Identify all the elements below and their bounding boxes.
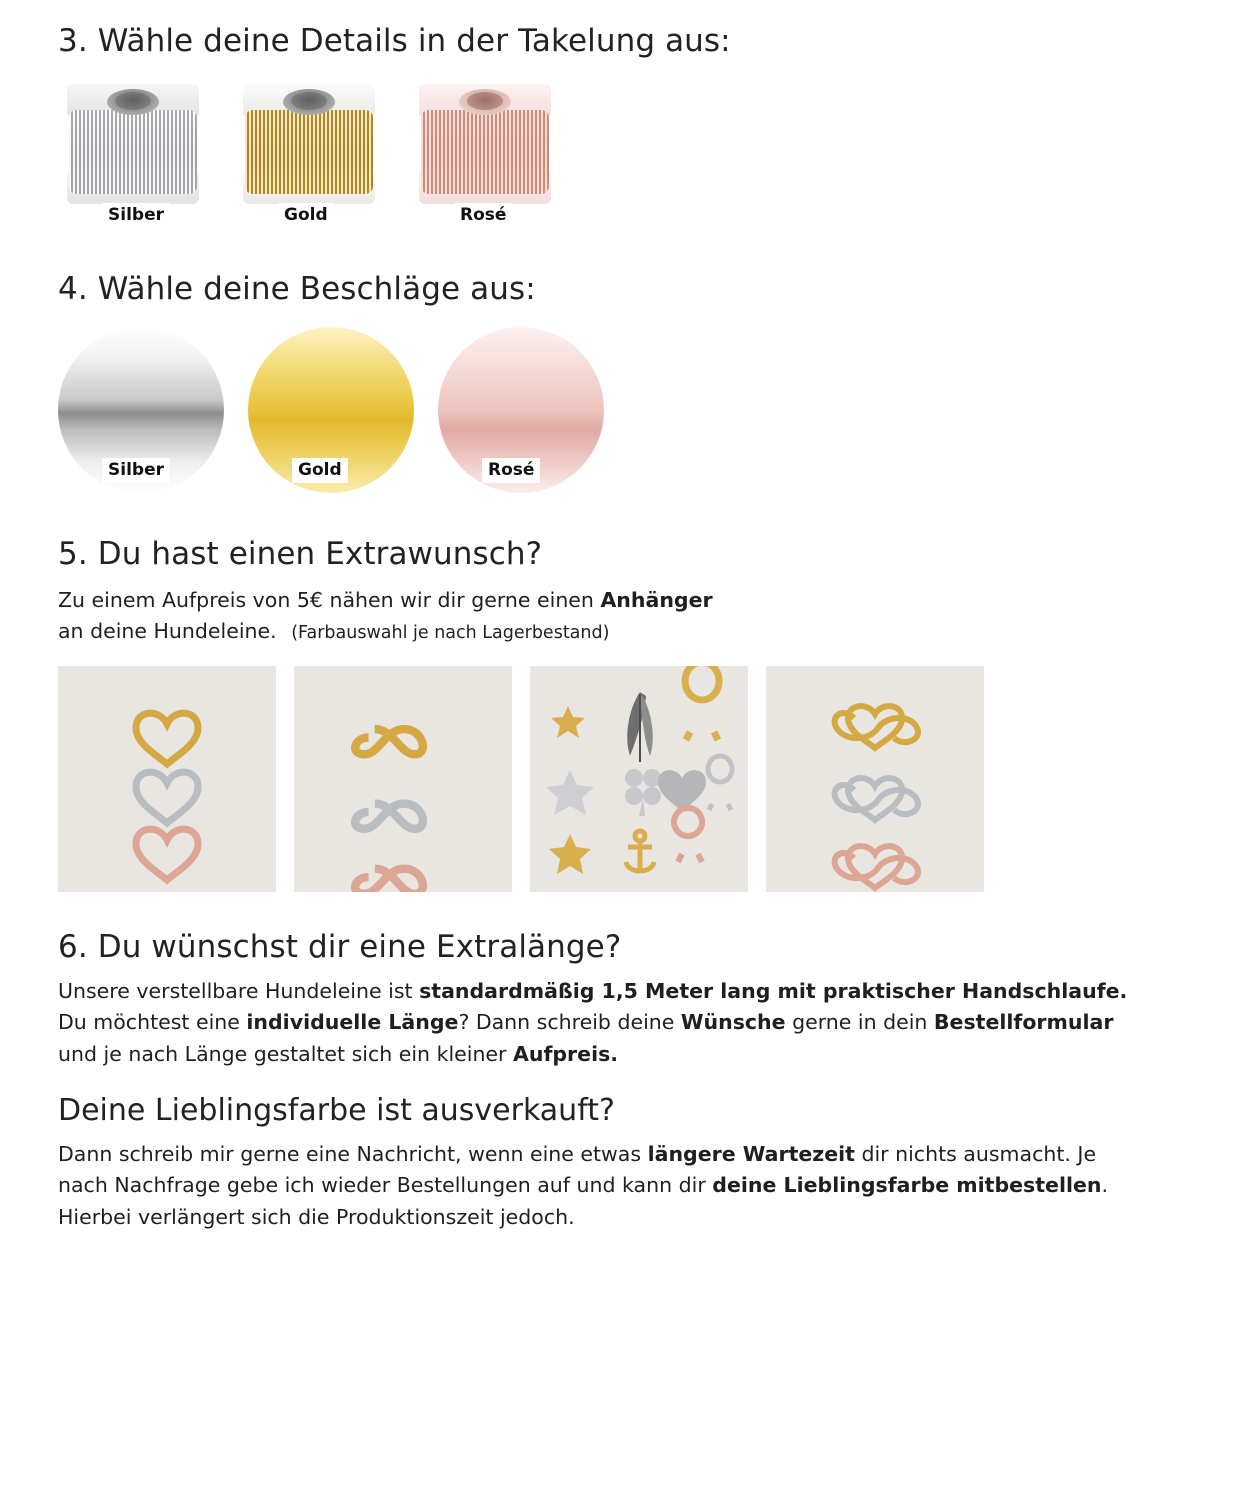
takelung-option-row bbox=[58, 78, 1190, 228]
extralaenge-text-run-8: und je nach Länge gestaltet sich ein kleiner bbox=[58, 1041, 513, 1066]
beschlaege-option-rose[interactable] bbox=[438, 327, 604, 493]
lieblingsfarbe-text-run-4: . Hierbei verlängert sich die Produktionszeit jedoch. bbox=[58, 1173, 1109, 1229]
extrawunsch-text-part-1: Zu einem Aufpreis von 5€ nähen wir dir gerne einen bbox=[58, 588, 601, 613]
section-heading-beschlaege: 4. Wähle deine Beschläge aus: bbox=[58, 270, 536, 307]
takelung-option-silber[interactable] bbox=[58, 78, 208, 228]
charm-gallery bbox=[58, 666, 1190, 892]
lieblingsfarbe-text-run-1: längere Wartezeit bbox=[647, 1142, 855, 1167]
extralaenge-text-run-0: Unsere verstellbare Hundeleine ist bbox=[58, 979, 420, 1004]
extralaenge-text-run-1: standardmäßig 1,5 Meter lang mit praktischer Handschlaufe. bbox=[419, 979, 1128, 1004]
charm-photo-infinity[interactable] bbox=[294, 666, 512, 892]
extrawunsch-text-part-2: an deine Hundeleine. bbox=[58, 619, 277, 644]
extralaenge-text-run-6: gerne in dein bbox=[785, 1010, 934, 1035]
extralaenge-text-run-3: individuelle Länge bbox=[246, 1010, 459, 1035]
lieblingsfarbe-paragraph bbox=[58, 1139, 1133, 1232]
extralaenge-paragraph bbox=[58, 976, 1133, 1069]
lieblingsfarbe-text-run-0: Dann schreib mir gerne eine Nachricht, wenn eine etwas bbox=[58, 1142, 648, 1167]
beschlaege-label-silber: Silber bbox=[102, 458, 170, 483]
charm-photo-mixed[interactable] bbox=[530, 666, 748, 892]
extralaenge-text-run-9: Aufpreis. bbox=[513, 1041, 619, 1066]
lieblingsfarbe-text-run-3: deine Lieblingsfarbe mitbestellen bbox=[712, 1173, 1102, 1198]
beschlaege-option-row bbox=[58, 327, 1190, 493]
extralaenge-text-run-2: Du möchtest eine bbox=[58, 1010, 247, 1035]
takelung-label-gold: Gold bbox=[278, 203, 334, 228]
section-heading-takelung: 3. Wähle deine Details in der Takelung aus: bbox=[58, 23, 731, 59]
beschlaege-label-gold: Gold bbox=[292, 458, 348, 483]
extrawunsch-paragraph bbox=[58, 585, 1133, 647]
section-heading-extrawunsch: 5. Du hast einen Extrawunsch? bbox=[58, 535, 543, 572]
charm-photo-heart-infinity[interactable] bbox=[766, 666, 984, 892]
takelung-label-silber: Silber bbox=[102, 203, 170, 228]
infinity-illustration bbox=[294, 666, 512, 892]
extralaenge-text-run-7: Bestellformular bbox=[933, 1010, 1114, 1035]
mixed-charms-illustration bbox=[530, 666, 748, 892]
heart-infinity-illustration bbox=[766, 666, 984, 892]
takelung-option-gold[interactable] bbox=[234, 78, 384, 228]
charm-photo-hearts[interactable] bbox=[58, 666, 276, 892]
beschlaege-option-gold[interactable] bbox=[248, 327, 414, 493]
extrawunsch-note: (Farbauswahl je nach Lagerbestand) bbox=[291, 623, 610, 644]
beschlaege-label-rose: Rosé bbox=[482, 458, 540, 483]
takelung-option-rose[interactable] bbox=[410, 78, 560, 228]
beschlaege-option-silber[interactable] bbox=[58, 327, 224, 493]
hearts-illustration bbox=[58, 666, 276, 892]
extralaenge-text-run-5: Wünsche bbox=[680, 1010, 786, 1035]
extralaenge-text-run-4: ? Dann schreib deine bbox=[458, 1010, 681, 1035]
extrawunsch-text-bold: Anhänger bbox=[600, 588, 713, 613]
lieblingsfarbe-text-run-2: dir nichts ausmacht. Je nach Nachfrage gebe ich wieder Bestellungen auf und kann dir bbox=[58, 1142, 1097, 1198]
takelung-label-rose: Rosé bbox=[454, 203, 512, 228]
section-heading-lieblingsfarbe: Deine Lieblingsfarbe ist ausverkauft? bbox=[58, 1092, 615, 1128]
section-heading-extralaenge: 6. Du wünschst dir eine Extralänge? bbox=[58, 928, 622, 965]
